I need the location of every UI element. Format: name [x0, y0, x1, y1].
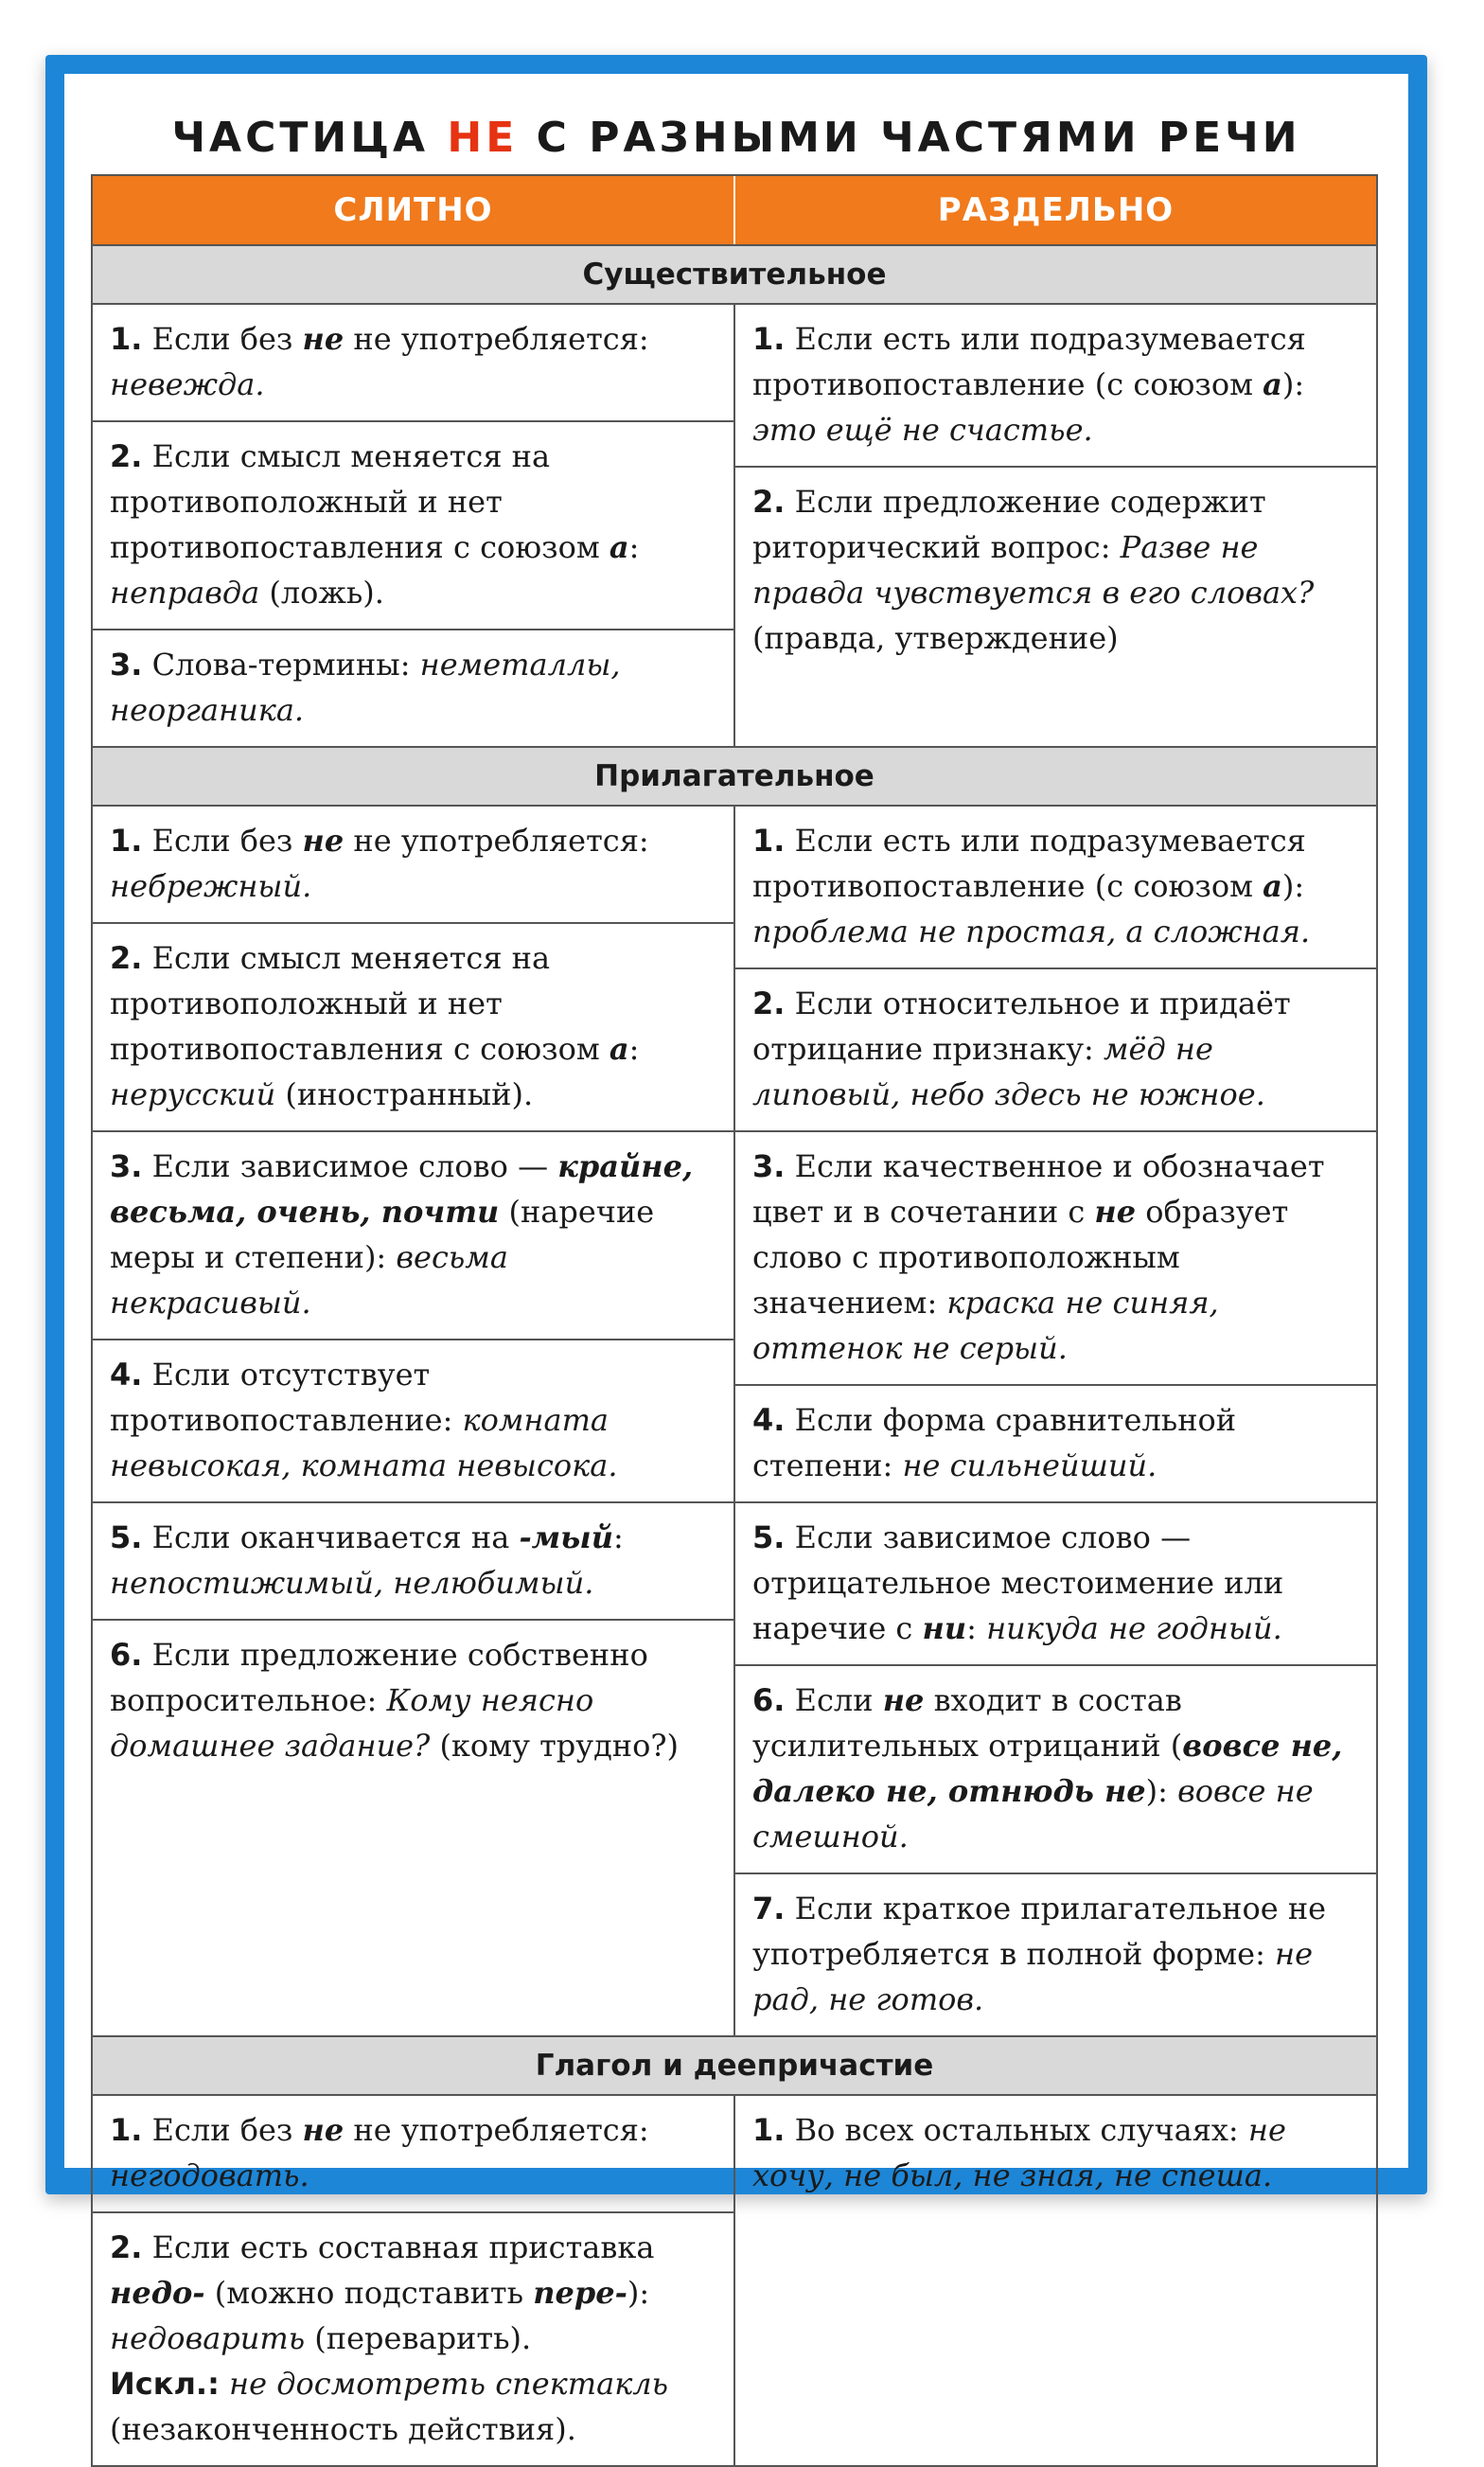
- rule-keyword: не: [302, 823, 344, 859]
- rule-text: (наречие меры и степени):: [110, 1194, 655, 1275]
- rule-number: 2.: [110, 2229, 143, 2265]
- column-together: [93, 305, 735, 746]
- rule-text: Если форма сравнительной степени:: [752, 1402, 1237, 1483]
- rule-text: Если: [785, 1682, 883, 1718]
- rule-example: проблема не простая, а сложная.: [752, 914, 1311, 950]
- rule-example: это ещё не счастье.: [752, 412, 1093, 448]
- rule-text: Если смысл меняется на противоположный и нет противопоставления с союзом: [110, 438, 610, 565]
- rule-keyword: ни: [922, 1610, 967, 1646]
- rule-example: неметаллы, неорганика.: [110, 647, 621, 728]
- rule-cell: [735, 1874, 1376, 2035]
- rule-keyword: а: [1263, 366, 1282, 402]
- rule-keyword: -мый: [519, 1519, 613, 1555]
- rule-example: невежда.: [110, 366, 265, 402]
- rule-text: ):: [627, 2275, 650, 2311]
- rule-example: небрежный.: [110, 868, 312, 904]
- rule-keyword: не: [302, 2112, 344, 2148]
- rule-text: Если без: [142, 321, 303, 357]
- rule-cell: [93, 1340, 733, 1503]
- rule-text: (кому трудно?): [430, 1728, 680, 1764]
- rules-table: [91, 174, 1378, 2467]
- rule-text: (незаконченность действия).: [110, 2411, 576, 2447]
- rule-keyword: не: [1094, 1194, 1137, 1230]
- rule-cell: [735, 468, 1376, 674]
- rule-number: 3.: [110, 647, 143, 683]
- rule-number: 1.: [110, 321, 143, 357]
- rule-keyword: пере-: [533, 2275, 627, 2311]
- rule-text: Если предложение содержит риторический вопрос:: [752, 484, 1266, 565]
- rule-keyword: недо-: [110, 2275, 205, 2311]
- rule-number: 2.: [752, 985, 786, 1021]
- rule-text: Если зависимое слово — отрицательное местоимение или наречие с: [752, 1519, 1284, 1646]
- rule-cell: [93, 2213, 733, 2465]
- page-title: [64, 114, 1408, 162]
- rule-keyword: не: [882, 1682, 925, 1718]
- rule-text: не употребляется:: [344, 823, 649, 859]
- column-separately: [735, 305, 1376, 746]
- rule-number: 1.: [110, 2112, 143, 2148]
- table-sections: [93, 246, 1376, 2465]
- rule-text: ):: [1281, 366, 1305, 402]
- rule-text: образует слово с противоположным значением:: [752, 1194, 1289, 1321]
- rule-cell: [93, 2096, 733, 2213]
- rule-text: Слова-термины:: [142, 647, 420, 683]
- rule-text: (ложь).: [259, 575, 384, 611]
- rule-text: Если есть составная приставка: [142, 2229, 655, 2265]
- rule-text: :: [628, 1031, 640, 1067]
- exception-label: Искл.:: [110, 2366, 220, 2402]
- rule-cell: [735, 1132, 1376, 1386]
- rule-cell: [93, 1503, 733, 1621]
- title-part-2: С РАЗНЫМИ ЧАСТЯМИ РЕЧИ: [518, 114, 1301, 162]
- rule-keyword: вовсе не, далеко не, отнюдь не: [752, 1728, 1343, 1809]
- column-separately: [735, 807, 1376, 2035]
- column-together: [93, 2096, 735, 2465]
- table-header: [93, 176, 1376, 246]
- rule-text: ):: [1281, 868, 1305, 904]
- rule-keyword: а: [609, 1031, 629, 1067]
- rule-example: весьма некрасивый.: [110, 1239, 508, 1321]
- rule-example: непостижимый, нелюбимый.: [110, 1565, 594, 1601]
- rule-cell: [93, 305, 733, 422]
- rule-text: Если зависимое слово —: [142, 1148, 558, 1184]
- rule-cell: [735, 969, 1376, 1132]
- rule-number: 6.: [752, 1682, 786, 1718]
- rule-example: краска не синяя, оттенок не серый.: [752, 1285, 1219, 1366]
- rule-cell: [735, 305, 1376, 468]
- rule-number: 1.: [752, 2112, 786, 2148]
- rule-text: ):: [1145, 1773, 1178, 1809]
- rule-text: не употребляется:: [344, 321, 649, 357]
- rule-text: :: [966, 1610, 987, 1646]
- rule-example: не рад, не готов.: [752, 1936, 1314, 2017]
- rule-cell: [735, 1386, 1376, 1503]
- rule-text: Если краткое прилагательное не употребляется в полной форме:: [752, 1890, 1327, 1972]
- rule-number: 4.: [752, 1402, 786, 1438]
- rule-cell: [735, 1666, 1376, 1874]
- rule-number: 2.: [752, 484, 786, 520]
- rule-number: 7.: [752, 1890, 786, 1926]
- rule-text: (правда, утверждение): [752, 620, 1119, 656]
- header-separately: РАЗДЕЛЬНО: [733, 176, 1376, 244]
- poster-card: [45, 55, 1427, 2447]
- rule-text: :: [628, 529, 640, 565]
- rule-number: 2.: [110, 940, 143, 976]
- section-heading: Прилагательное: [93, 748, 1376, 807]
- rule-keyword: а: [609, 529, 629, 565]
- rule-cell: [93, 1132, 733, 1340]
- rule-text: :: [612, 1519, 624, 1555]
- rule-text: Если качественное и обозначает цвет и в сочетании с: [752, 1148, 1325, 1230]
- rule-text: Если смысл меняется на противоположный и нет противопоставления с союзом: [110, 940, 610, 1067]
- rule-text: Если есть или подразумевается противопоставление (с союзом: [752, 321, 1306, 402]
- column-together: [93, 807, 735, 2035]
- rule-text: Если относительное и придаёт отрицание признаку:: [752, 985, 1291, 1067]
- section-block: [93, 305, 1376, 748]
- rule-keyword: крайне, весьма, очень, почти: [110, 1148, 694, 1230]
- rule-text: Если оканчивается на: [142, 1519, 520, 1555]
- rule-number: 4.: [110, 1357, 143, 1393]
- rule-example: нерусский: [110, 1076, 276, 1112]
- rule-example: не сильнейший.: [902, 1447, 1157, 1483]
- rule-example: Разве не правда чувствуется в его словах?: [752, 529, 1315, 611]
- rule-text: [220, 2366, 229, 2402]
- rule-text: (можно подставить: [204, 2275, 534, 2311]
- rule-number: 3.: [110, 1148, 143, 1184]
- rule-cell: [735, 807, 1376, 969]
- rule-example: мёд не липовый, небо здесь не южное.: [752, 1031, 1265, 1112]
- rule-number: 5.: [110, 1519, 143, 1555]
- rule-text: (иностранный).: [275, 1076, 534, 1112]
- rule-number: 1.: [752, 321, 786, 357]
- rule-cell: [93, 1621, 733, 1782]
- rule-cell: [735, 1503, 1376, 1666]
- rule-example: комната невысокая, комната невысока.: [110, 1402, 618, 1483]
- rule-text: не употребляется:: [344, 2112, 649, 2148]
- rule-cell: [93, 807, 733, 924]
- rule-example: негодовать.: [110, 2157, 309, 2193]
- title-highlight: НЕ: [447, 114, 519, 162]
- section-block: [93, 807, 1376, 2037]
- rule-text: (переварить).: [305, 2320, 532, 2356]
- section-block: [93, 2096, 1376, 2465]
- rule-text: Если предложение собственно вопросительное:: [110, 1637, 648, 1718]
- rule-example: не хочу, не был, не зная, не спеша.: [752, 2112, 1286, 2193]
- column-separately: [735, 2096, 1376, 2465]
- section-heading: Существительное: [93, 246, 1376, 305]
- rule-text: Во всех остальных случаях:: [785, 2112, 1248, 2148]
- rule-example: никуда не годный.: [986, 1610, 1282, 1646]
- rule-example: недоварить: [110, 2320, 306, 2356]
- rule-example: не досмотреть спектакль: [229, 2366, 669, 2402]
- rule-number: 1.: [752, 823, 786, 859]
- rule-number: 2.: [110, 438, 143, 474]
- title-part-1: ЧАСТИЦА: [171, 114, 448, 162]
- rule-number: 5.: [752, 1519, 786, 1555]
- rule-cell: [93, 422, 733, 630]
- rule-cell: [735, 2096, 1376, 2211]
- header-together: СЛИТНО: [333, 191, 493, 229]
- rule-example: вовсе не смешной.: [752, 1773, 1314, 1855]
- rule-number: 3.: [752, 1148, 786, 1184]
- rule-text: Если без: [142, 823, 303, 859]
- rule-example: неправда: [110, 575, 260, 611]
- rule-text: входит в состав усилительных отрицаний (: [752, 1682, 1183, 1764]
- rule-keyword: не: [302, 321, 344, 357]
- rule-text: Если отсутствует противопоставление:: [110, 1357, 463, 1438]
- section-heading: Глагол и деепричастие: [93, 2037, 1376, 2096]
- poster-panel: [64, 74, 1408, 2447]
- rule-cell: [93, 924, 733, 1132]
- rule-keyword: а: [1263, 868, 1282, 904]
- rule-example: Кому неясно домашнее задание?: [110, 1682, 594, 1764]
- rule-text: Если без: [142, 2112, 303, 2148]
- rule-number: 1.: [110, 823, 143, 859]
- rule-number: 6.: [110, 1637, 143, 1673]
- rule-cell: [93, 630, 733, 746]
- rule-text: Если есть или подразумевается противопоставление (с союзом: [752, 823, 1306, 904]
